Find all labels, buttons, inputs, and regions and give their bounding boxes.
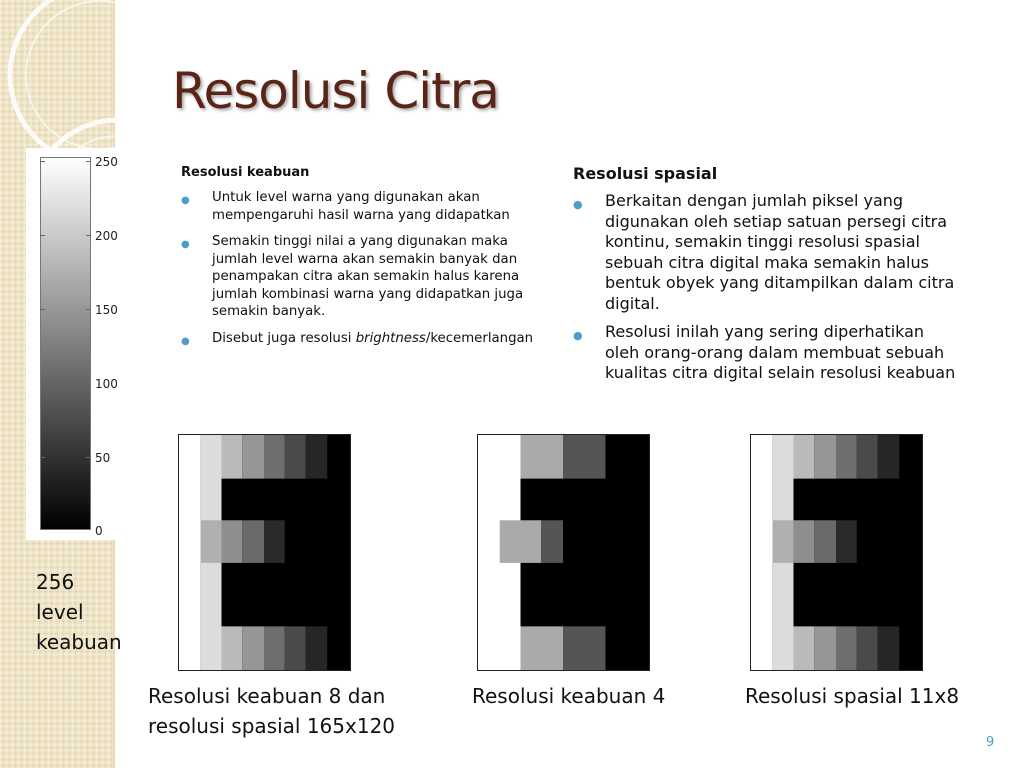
section-heading: Resolusi spasial (573, 164, 718, 183)
colorbar-caption: 256 level keabuan (36, 570, 122, 654)
tick-mark (86, 383, 91, 384)
tick-mark (86, 235, 91, 236)
list-item (573, 191, 958, 314)
page-number: 9 (986, 735, 995, 750)
bullet-text: Berkaitan dengan jumlah piksel yang digunakan oleh setiap satuan persegi citra kontinu, semakin tinggi resolusi spasial sebuah citra digital maka semakin halus bentuk obyek yang ditampilkan dalam citra digital. (605, 191, 955, 313)
grayscale-colorbar (40, 157, 91, 530)
grayscale-8-level-image (178, 434, 351, 671)
figure-caption: Resolusi keabuan 4 (472, 684, 666, 708)
colorbar-tick-label: 100 (95, 377, 118, 391)
section-heading: Resolusi keabuan (181, 165, 310, 180)
bullet-text-prefix: Disebut juga resolusi (212, 330, 356, 346)
list-item (573, 322, 958, 384)
spatial-11x8-image (750, 434, 923, 671)
list-item (181, 233, 556, 321)
bullet-list (181, 189, 556, 347)
bullet-icon: ● (181, 195, 190, 206)
bullet-text-italic: brightness (355, 330, 426, 346)
list-item (181, 330, 556, 348)
colorbar-tick-label: 200 (95, 229, 118, 243)
tick-mark (40, 383, 45, 384)
tick-mark (40, 309, 45, 310)
slide-title: Resolusi Citra (172, 62, 499, 120)
grayscale-4-level-image (477, 434, 650, 671)
tick-mark (86, 309, 91, 310)
bullet-icon: ● (181, 335, 190, 347)
tick-mark (86, 161, 91, 162)
bullet-text: Semakin tinggi nilai a yang digunakan maka jumlah level warna akan semakin banyak dan penampakan citra akan semakin halus karena jumlah kombinasi warna yang didapatkan juga semakin banyak. (212, 234, 524, 319)
bullet-text: Resolusi inilah yang sering diperhatikan oleh orang-orang dalam membuat sebuah kualitas citra digital selain resolusi keabuan (605, 322, 956, 382)
tick-mark (40, 457, 45, 458)
colorbar-tick-label: 50 (95, 451, 111, 465)
figure-caption: Resolusi spasial 11x8 (745, 684, 960, 708)
colorbar-tick-label: 250 (95, 155, 118, 169)
bullet-icon: ● (181, 239, 190, 250)
tick-mark (40, 161, 45, 162)
colorbar-tick-label: 0 (95, 524, 103, 538)
spatial-resolution-section (573, 164, 958, 392)
grayscale-resolution-section (181, 165, 556, 356)
bullet-text: Untuk level warna yang digunakan akan mempengaruhi hasil warna yang didapatkan (212, 190, 510, 223)
bullet-icon: ● (573, 329, 583, 342)
tick-mark (86, 457, 91, 458)
bullet-text-suffix: /kecemerlangan (425, 330, 534, 346)
colorbar-tick-label: 150 (95, 303, 118, 317)
bullet-icon: ● (573, 198, 583, 211)
bullet-list (573, 191, 958, 384)
list-item (181, 189, 556, 224)
figure-caption: Resolusi keabuan 8 dan resolusi spasial 165x120 (148, 684, 396, 738)
tick-mark (40, 235, 45, 236)
